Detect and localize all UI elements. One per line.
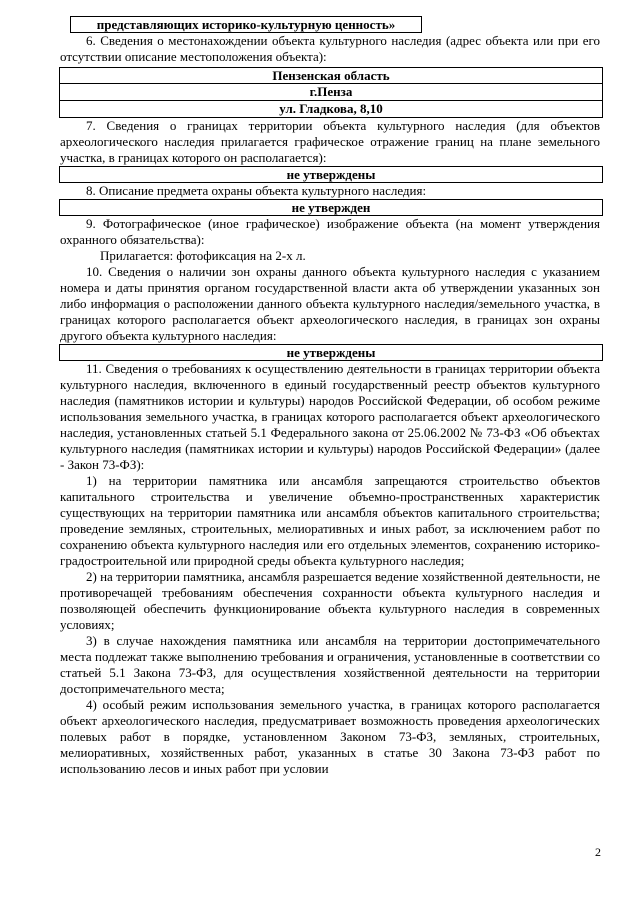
item-7-text: 7. Сведения о границах территории объекта культурного наследия (для объектов археологического наследия прилагается графическое отражение границ на плане земельного участка, в границах которого он располагается): <box>60 118 600 165</box>
item-10-value: не утверждены <box>59 344 603 361</box>
item-6-text: 6. Сведения о местонахождении объекта культурного наследия (адрес объекта или при его отсутствии описание местоположения объекта): <box>60 33 600 64</box>
document-page <box>60 16 600 777</box>
item-7-value: не утверждены <box>59 166 603 183</box>
item-9-text: 9. Фотографическое (иное графическое) изображение объекта (на момент утверждения охранного обязательства): <box>60 216 600 247</box>
item-8-text: 8. Описание предмета охраны объекта культурного наследия: <box>86 183 427 198</box>
item-9-attachment: Прилагается: фотофиксация на 2-х л. <box>100 248 306 263</box>
requirement-4: 4) особый режим использования земельного участка, в границах которого располагается объект археологического наследия, предусматривает возможность проведения археологических полевых работ в порядке, установленном Законом 73-ФЗ, земляных, строительных, мелиоративных, хозяйственных работ, указанных в статье 30 Закона 73-ФЗ работ по использованию лесов и иных работ при условии <box>60 697 600 776</box>
address-street: ул. Гладкова, 8,10 <box>59 101 603 118</box>
item-10-text: 10. Сведения о наличии зон охраны данного объекта культурного наследия с указанием номера и даты принятия органом государственной власти акта об утверждении указанных зон либо информация о расположении данного объекта культурного наследия/земельного участка, в границах которого располагается объект археологического наследия, в границах зон охраны другого объекта культурного наследия: <box>60 264 600 343</box>
requirement-3: 3) в случае нахождения памятника или ансамбля на территории достопримечательного места подлежат также выполнению требования и ограничения, установленные в соответствии со статьей 5.1 Закона 73-ФЗ, для осуществления хозяйственной деятельности на территории достопримечательного места; <box>60 633 600 696</box>
requirement-2: 2) на территории памятника, ансамбля разрешается ведение хозяйственной деятельности, не противоречащей требованиям обеспечения сохранности объекта культурного наследия и позволяющей обеспечить функционирование объекта культурного наследия в современных условиях; <box>60 569 600 632</box>
requirement-1: 1) на территории памятника или ансамбля запрещаются строительство объектов капитального строительства и увеличение объемно-пространственных характеристик существующих на территории памятника или ансамбля объектов капитального строительства; проведение земляных, строительных, мелиоративных и иных работ, за исключением работ по сохранению объекта культурного наследия или его отдельных элементов, сохранению историко-градостроительной или природной среды объекта культурного наследия; <box>60 473 600 568</box>
address-region: Пензенская область <box>59 67 603 84</box>
item-8-value: не утвержден <box>59 199 603 216</box>
page-number: 2 <box>595 845 601 859</box>
item-11-text: 11. Сведения о требованиях к осуществлению деятельности в границах территории объекта культурного наследия, включенного в единый государственный реестр объектов культурного наследия (памятников истории и культуры) народов Российской Федерации, об особом режиме использования земельного участка, в границах которого располагается объект археологического наследия, установленных статьей 5.1 Федерального закона от 25.06.2002 № 73-ФЗ «Об объектах культурного наследия (памятниках истории и культуры) народов Российской Федерации» (далее - Закон 73-ФЗ): <box>60 361 600 472</box>
address-city: г.Пенза <box>59 84 603 101</box>
top-boxed-line: представляющих историко-культурную ценность» <box>70 16 422 33</box>
